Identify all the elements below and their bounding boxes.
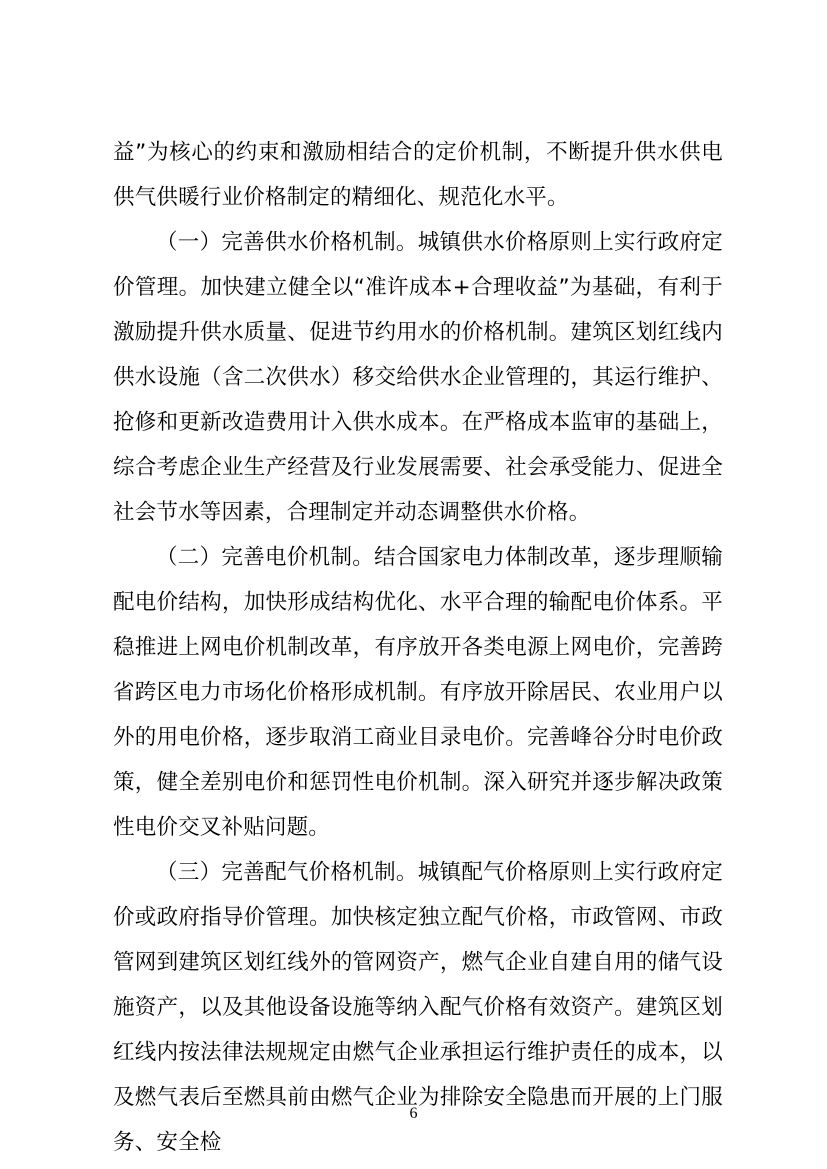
page-number: 6 (409, 1105, 418, 1122)
paragraph-item-1: （一）完善供水价格机制。城镇供水价格原则上实行政府定价管理。加快建立健全以“准许成本+合理收益”为基础，有利于激励提升供水质量、促进节约用水的价格机制。建筑区划红线内供水设施（含二次供水）移交给供水企业管理的，其运行维护、抢修和更新改造费用计入供水成本。在严格成本监审的基础上，综合考虑企业生产经营及行业发展需要、社会承受能力、促进全社会节水等因素，合理制定并动态调整供水价格。 (113, 230, 723, 525)
document-body (113, 130, 723, 1165)
paragraph-item-3: （三）完善配气价格机制。城镇配气价格原则上实行政府定价或政府指导价管理。加快核定独立配气价格，市政管网、市政管网到建筑区划红线外的管网资产，燃气企业自建自用的储气设施资产，以及其他设备设施等纳入配气价格有效资产。建筑区划红线内按法律法规规定由燃气企业承担运行维护责任的成本，以及燃气表后至燃具前由燃气企业为排除安全隐患而开展的上门服务、安全检 (113, 860, 723, 1155)
paragraph-item-2: （二）完善电价机制。结合国家电力体制改革，逐步理顺输配电价结构，加快形成结构优化、水平合理的输配电价体系。平稳推进上网电价机制改革，有序放开各类电源上网电价，完善跨省跨区电力市场化价格形成机制。有序放开除居民、农业用户以外的用电价格，逐步取消工商业目录电价。完善峰谷分时电价政策，健全差别电价和惩罚性电价机制。深入研究并逐步解决政策性电价交叉补贴问题。 (113, 545, 723, 840)
paragraph-continued: 益”为核心的约束和激励相结合的定价机制，不断提升供水供电供气供暖行业价格制定的精细化、规范化水平。 (113, 140, 723, 210)
